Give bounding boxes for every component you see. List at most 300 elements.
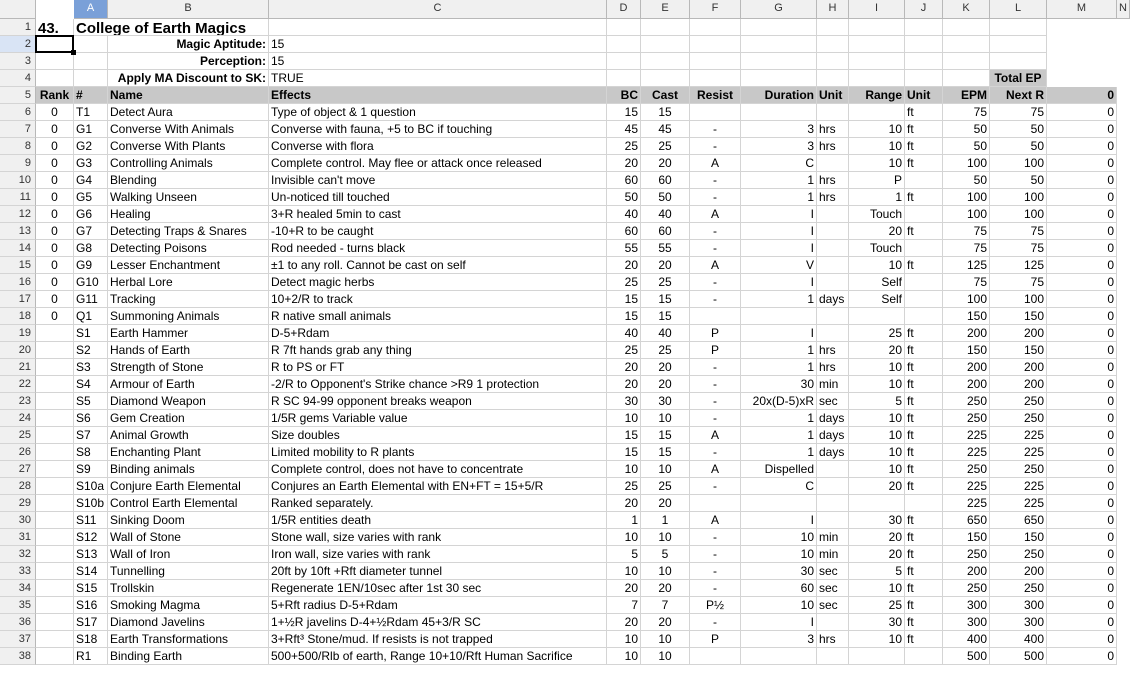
data-cell-cast[interactable]: 10 [641,461,690,478]
data-cell-duration[interactable]: Dispelled [741,461,817,478]
data-cell-total[interactable]: 0 [1047,138,1117,155]
data-cell-total[interactable]: 0 [1047,274,1117,291]
data-cell-range[interactable]: 10 [849,410,905,427]
row-header[interactable]: 7 [0,121,36,138]
data-cell-cast[interactable]: 20 [641,155,690,172]
data-cell-next[interactable]: 150 [990,529,1047,546]
data-cell-bc[interactable]: 15 [607,444,641,461]
data-cell-rank[interactable] [36,376,74,393]
data-cell-range[interactable]: 30 [849,512,905,529]
cell[interactable] [74,70,108,87]
data-cell-epm[interactable]: 50 [943,121,990,138]
param-value[interactable]: 15 [269,53,607,70]
data-cell-range[interactable]: 10 [849,155,905,172]
row-header[interactable]: 17 [0,291,36,308]
data-cell-unit[interactable]: days [817,410,849,427]
data-cell-range[interactable]: 10 [849,444,905,461]
data-cell-unit[interactable]: min [817,546,849,563]
data-cell-unit2[interactable]: ft [905,359,943,376]
data-cell-epm[interactable]: 200 [943,563,990,580]
data-cell-bc[interactable]: 10 [607,631,641,648]
cell[interactable] [641,36,690,53]
data-cell-effects[interactable]: 20ft by 10ft +Rft diameter tunnel [269,563,607,580]
data-cell-unit[interactable] [817,223,849,240]
data-cell-resist[interactable]: - [690,529,741,546]
cell[interactable] [641,19,690,36]
data-cell-num[interactable]: T1 [74,104,108,121]
row-header[interactable]: 38 [0,648,36,665]
data-cell-bc[interactable]: 20 [607,376,641,393]
data-cell-total[interactable]: 0 [1047,359,1117,376]
data-cell-name[interactable]: Lesser Enchantment [108,257,269,274]
data-cell-next[interactable]: 125 [990,257,1047,274]
cell[interactable] [905,36,943,53]
data-cell-bc[interactable]: 20 [607,580,641,597]
data-cell-effects[interactable]: R SC 94-99 opponent breaks weapon [269,393,607,410]
data-cell-epm[interactable]: 250 [943,410,990,427]
data-cell-name[interactable]: Control Earth Elemental [108,495,269,512]
data-cell-resist[interactable]: A [690,512,741,529]
row-header[interactable]: 9 [0,155,36,172]
data-cell-total[interactable]: 0 [1047,546,1117,563]
data-cell-total[interactable]: 0 [1047,614,1117,631]
column-label-duration[interactable]: Duration [741,87,817,104]
data-cell-unit2[interactable]: ft [905,427,943,444]
data-cell-range[interactable] [849,308,905,325]
data-cell-next[interactable]: 75 [990,104,1047,121]
data-cell-name[interactable]: Converse With Animals [108,121,269,138]
data-cell-epm[interactable]: 75 [943,223,990,240]
data-cell-name[interactable]: Gem Creation [108,410,269,427]
data-cell-total[interactable]: 0 [1047,512,1117,529]
column-label-bc[interactable]: BC [607,87,641,104]
data-cell-name[interactable]: Earth Transformations [108,631,269,648]
column-label-resist[interactable]: Resist [690,87,741,104]
data-cell-bc[interactable]: 55 [607,240,641,257]
data-cell-rank[interactable]: 0 [36,138,74,155]
row-header[interactable]: 6 [0,104,36,121]
data-cell-next[interactable]: 225 [990,444,1047,461]
data-cell-duration[interactable]: 20x(D-5)xR [741,393,817,410]
data-cell-range[interactable]: 10 [849,580,905,597]
data-cell-bc[interactable]: 15 [607,427,641,444]
data-cell-epm[interactable]: 250 [943,461,990,478]
data-cell-cast[interactable]: 15 [641,427,690,444]
data-cell-cast[interactable]: 20 [641,495,690,512]
data-cell-num[interactable]: S11 [74,512,108,529]
data-cell-duration[interactable]: I [741,206,817,223]
data-cell-unit[interactable] [817,461,849,478]
data-cell-num[interactable]: G1 [74,121,108,138]
data-cell-bc[interactable]: 60 [607,223,641,240]
data-cell-bc[interactable]: 5 [607,546,641,563]
data-cell-next[interactable]: 400 [990,631,1047,648]
row-header[interactable]: 15 [0,257,36,274]
row-header[interactable]: 21 [0,359,36,376]
data-cell-epm[interactable]: 200 [943,325,990,342]
cell[interactable] [108,19,269,36]
row-header[interactable]: 5 [0,87,36,104]
data-cell-next[interactable]: 50 [990,138,1047,155]
data-cell-total[interactable]: 0 [1047,631,1117,648]
data-cell-name[interactable]: Converse With Plants [108,138,269,155]
data-cell-resist[interactable]: - [690,410,741,427]
data-cell-effects[interactable]: R to PS or FT [269,359,607,376]
data-cell-name[interactable]: Binding animals [108,461,269,478]
data-cell-num[interactable]: G3 [74,155,108,172]
data-cell-unit2[interactable]: ft [905,342,943,359]
data-cell-effects[interactable]: Detect magic herbs [269,274,607,291]
param-value[interactable]: 15 [269,36,607,53]
data-cell-unit[interactable]: days [817,427,849,444]
data-cell-unit[interactable]: sec [817,393,849,410]
data-cell-num[interactable]: S18 [74,631,108,648]
data-cell-rank[interactable] [36,410,74,427]
data-cell-unit2[interactable] [905,206,943,223]
data-cell-next[interactable]: 650 [990,512,1047,529]
column-header-m[interactable]: M [1047,0,1117,19]
data-cell-unit[interactable] [817,495,849,512]
data-cell-resist[interactable] [690,104,741,121]
cell-selection-a2[interactable] [35,35,74,53]
data-cell-cast[interactable]: 10 [641,631,690,648]
param-value[interactable]: TRUE [269,70,607,87]
cell[interactable] [990,19,1047,36]
data-cell-range[interactable]: Touch [849,206,905,223]
data-cell-cast[interactable]: 25 [641,478,690,495]
data-cell-epm[interactable]: 100 [943,206,990,223]
data-cell-name[interactable]: Animal Growth [108,427,269,444]
data-cell-num[interactable]: S14 [74,563,108,580]
data-cell-rank[interactable]: 0 [36,206,74,223]
data-cell-unit[interactable] [817,104,849,121]
data-cell-name[interactable]: Wall of Iron [108,546,269,563]
data-cell-name[interactable]: Herbal Lore [108,274,269,291]
data-cell-unit[interactable]: hrs [817,138,849,155]
cell[interactable] [690,36,741,53]
data-cell-epm[interactable]: 225 [943,444,990,461]
data-cell-num[interactable]: G2 [74,138,108,155]
data-cell-duration[interactable]: 1 [741,189,817,206]
column-header-i[interactable]: I [849,0,905,19]
data-cell-effects[interactable]: Complete control. May flee or attack once released [269,155,607,172]
data-cell-next[interactable]: 200 [990,325,1047,342]
data-cell-unit[interactable] [817,155,849,172]
data-cell-duration[interactable] [741,495,817,512]
data-cell-next[interactable]: 100 [990,206,1047,223]
data-cell-epm[interactable]: 225 [943,478,990,495]
row-header[interactable]: 13 [0,223,36,240]
data-cell-duration[interactable]: V [741,257,817,274]
data-cell-range[interactable] [849,648,905,665]
data-cell-unit[interactable] [817,614,849,631]
cell[interactable] [849,53,905,70]
data-cell-name[interactable]: Wall of Stone [108,529,269,546]
data-cell-resist[interactable]: - [690,614,741,631]
row-header[interactable]: 35 [0,597,36,614]
data-cell-num[interactable]: S10b [74,495,108,512]
data-cell-effects[interactable]: R native small animals [269,308,607,325]
column-header-g[interactable]: G [741,0,817,19]
data-cell-unit2[interactable]: ft [905,410,943,427]
column-header-d[interactable]: D [607,0,641,19]
column-label-cast[interactable]: Cast [641,87,690,104]
cell[interactable] [905,53,943,70]
data-cell-bc[interactable]: 20 [607,495,641,512]
data-cell-unit[interactable] [817,478,849,495]
data-cell-cast[interactable]: 10 [641,648,690,665]
data-cell-bc[interactable]: 20 [607,155,641,172]
data-cell-total[interactable]: 0 [1047,257,1117,274]
data-cell-cast[interactable]: 7 [641,597,690,614]
data-cell-range[interactable]: 5 [849,393,905,410]
data-cell-duration[interactable] [741,104,817,121]
data-cell-cast[interactable]: 30 [641,393,690,410]
data-cell-unit2[interactable]: ft [905,325,943,342]
select-all-corner[interactable] [0,0,36,19]
cell[interactable] [943,36,990,53]
data-cell-next[interactable]: 250 [990,461,1047,478]
data-cell-name[interactable]: Detecting Traps & Snares [108,223,269,240]
data-cell-cast[interactable]: 55 [641,240,690,257]
row-header[interactable]: 14 [0,240,36,257]
data-cell-epm[interactable]: 650 [943,512,990,529]
row-header[interactable]: 10 [0,172,36,189]
data-cell-name[interactable]: Walking Unseen [108,189,269,206]
cell[interactable] [741,36,817,53]
data-cell-rank[interactable]: 0 [36,274,74,291]
data-cell-resist[interactable]: - [690,359,741,376]
data-cell-rank[interactable] [36,444,74,461]
data-cell-duration[interactable]: 1 [741,444,817,461]
fill-handle[interactable] [71,50,76,55]
data-cell-unit[interactable] [817,325,849,342]
data-cell-resist[interactable]: - [690,291,741,308]
data-cell-duration[interactable]: 1 [741,342,817,359]
data-cell-name[interactable]: Tunnelling [108,563,269,580]
data-cell-resist[interactable]: - [690,546,741,563]
data-cell-total[interactable]: 0 [1047,427,1117,444]
data-cell-resist[interactable]: P½ [690,597,741,614]
data-cell-name[interactable]: Diamond Weapon [108,393,269,410]
data-cell-unit[interactable]: hrs [817,121,849,138]
data-cell-duration[interactable]: 1 [741,410,817,427]
row-header[interactable]: 37 [0,631,36,648]
data-cell-name[interactable]: Summoning Animals [108,308,269,325]
data-cell-num[interactable]: S8 [74,444,108,461]
data-cell-rank[interactable]: 0 [36,257,74,274]
data-cell-unit[interactable] [817,257,849,274]
data-cell-resist[interactable]: P [690,325,741,342]
row-header[interactable]: 31 [0,529,36,546]
data-cell-effects[interactable]: R 7ft hands grab any thing [269,342,607,359]
data-cell-num[interactable]: S12 [74,529,108,546]
column-header-l[interactable]: L [990,0,1047,19]
data-cell-rank[interactable] [36,512,74,529]
data-cell-effects[interactable]: Ranked separately. [269,495,607,512]
data-cell-resist[interactable]: - [690,223,741,240]
data-cell-total[interactable]: 0 [1047,155,1117,172]
data-cell-num[interactable]: S13 [74,546,108,563]
data-cell-unit2[interactable]: ft [905,461,943,478]
data-cell-resist[interactable]: - [690,189,741,206]
data-cell-total[interactable]: 0 [1047,206,1117,223]
column-label-epm[interactable]: EPM [943,87,990,104]
data-cell-bc[interactable]: 10 [607,648,641,665]
row-header[interactable]: 2 [0,36,36,53]
data-cell-duration[interactable]: I [741,325,817,342]
data-cell-effects[interactable]: Invisible can't move [269,172,607,189]
data-cell-range[interactable]: 10 [849,427,905,444]
data-cell-epm[interactable]: 400 [943,631,990,648]
data-cell-next[interactable]: 225 [990,427,1047,444]
data-cell-next[interactable]: 200 [990,563,1047,580]
data-cell-bc[interactable]: 25 [607,478,641,495]
data-cell-rank[interactable]: 0 [36,189,74,206]
data-cell-total[interactable]: 0 [1047,240,1117,257]
cell[interactable] [741,70,817,87]
param-label[interactable]: Magic Aptitude: [108,36,269,53]
data-cell-epm[interactable]: 50 [943,172,990,189]
data-cell-total[interactable]: 0 [1047,325,1117,342]
cell[interactable] [943,19,990,36]
row-header[interactable]: 23 [0,393,36,410]
data-cell-num[interactable]: S5 [74,393,108,410]
data-cell-rank[interactable]: 0 [36,240,74,257]
data-cell-total[interactable]: 0 [1047,189,1117,206]
data-cell-num[interactable]: G11 [74,291,108,308]
data-cell-name[interactable]: Binding Earth [108,648,269,665]
data-cell-num[interactable]: G10 [74,274,108,291]
data-cell-bc[interactable]: 30 [607,393,641,410]
data-cell-next[interactable]: 150 [990,342,1047,359]
column-label-rank[interactable]: Rank [36,87,74,104]
data-cell-unit2[interactable] [905,240,943,257]
sheet-title[interactable]: College of Earth Magics [74,19,269,36]
column-label-name[interactable]: Name [108,87,269,104]
data-cell-name[interactable]: Blending [108,172,269,189]
data-cell-bc[interactable]: 25 [607,274,641,291]
data-cell-total[interactable]: 0 [1047,461,1117,478]
data-cell-rank[interactable] [36,495,74,512]
data-cell-next[interactable]: 300 [990,614,1047,631]
data-cell-cast[interactable]: 5 [641,546,690,563]
data-cell-range[interactable]: 5 [849,563,905,580]
data-cell-range[interactable]: 10 [849,631,905,648]
data-cell-range[interactable]: 1 [849,189,905,206]
data-cell-unit2[interactable]: ft [905,223,943,240]
data-cell-next[interactable]: 50 [990,172,1047,189]
data-cell-bc[interactable]: 15 [607,104,641,121]
data-cell-cast[interactable]: 15 [641,444,690,461]
data-cell-range[interactable]: 10 [849,257,905,274]
cell[interactable] [690,70,741,87]
data-cell-effects[interactable]: Limited mobility to R plants [269,444,607,461]
column-header-f[interactable]: F [690,0,741,19]
data-cell-duration[interactable]: 60 [741,580,817,597]
data-cell-duration[interactable]: 10 [741,546,817,563]
data-cell-range[interactable]: 20 [849,342,905,359]
data-cell-unit[interactable] [817,512,849,529]
row-header[interactable]: 36 [0,614,36,631]
data-cell-num[interactable]: S17 [74,614,108,631]
data-cell-num[interactable]: S7 [74,427,108,444]
data-cell-rank[interactable] [36,342,74,359]
data-cell-unit[interactable]: hrs [817,342,849,359]
data-cell-next[interactable]: 250 [990,546,1047,563]
data-cell-name[interactable]: Controlling Animals [108,155,269,172]
data-cell-range[interactable]: Self [849,291,905,308]
data-cell-name[interactable]: Tracking [108,291,269,308]
column-label-next[interactable]: Next R [990,87,1047,104]
row-header[interactable]: 34 [0,580,36,597]
data-cell-next[interactable]: 150 [990,308,1047,325]
data-cell-next[interactable]: 75 [990,274,1047,291]
data-cell-cast[interactable]: 1 [641,512,690,529]
row-header[interactable]: 3 [0,53,36,70]
data-cell-num[interactable]: S2 [74,342,108,359]
data-cell-total[interactable]: 0 [1047,223,1117,240]
data-cell-duration[interactable]: I [741,614,817,631]
data-cell-bc[interactable]: 7 [607,597,641,614]
data-cell-rank[interactable] [36,597,74,614]
data-cell-rank[interactable]: 0 [36,308,74,325]
data-cell-effects[interactable]: Conjures an Earth Elemental with EN+FT = 15+5/R [269,478,607,495]
data-cell-range[interactable] [849,104,905,121]
data-cell-next[interactable]: 100 [990,155,1047,172]
data-cell-unit2[interactable] [905,291,943,308]
data-cell-total[interactable]: 0 [1047,563,1117,580]
data-cell-epm[interactable]: 100 [943,155,990,172]
data-cell-effects[interactable]: Converse with flora [269,138,607,155]
column-label-unit2[interactable]: Unit [905,87,943,104]
data-cell-resist[interactable]: A [690,461,741,478]
data-cell-rank[interactable] [36,546,74,563]
cell[interactable] [849,19,905,36]
data-cell-num[interactable]: G5 [74,189,108,206]
data-cell-cast[interactable]: 15 [641,291,690,308]
data-cell-bc[interactable]: 50 [607,189,641,206]
data-cell-total[interactable]: 0 [1047,478,1117,495]
row-header[interactable]: 24 [0,410,36,427]
data-cell-epm[interactable]: 100 [943,291,990,308]
row-header[interactable]: 11 [0,189,36,206]
data-cell-resist[interactable]: - [690,138,741,155]
data-cell-rank[interactable] [36,427,74,444]
data-cell-resist[interactable]: - [690,580,741,597]
data-cell-name[interactable]: Smoking Magma [108,597,269,614]
data-cell-bc[interactable]: 10 [607,529,641,546]
data-cell-num[interactable]: S1 [74,325,108,342]
data-cell-num[interactable]: G6 [74,206,108,223]
data-cell-num[interactable]: Q1 [74,308,108,325]
data-cell-duration[interactable]: 3 [741,121,817,138]
data-cell-duration[interactable]: 30 [741,376,817,393]
data-cell-range[interactable]: 10 [849,359,905,376]
cell[interactable] [607,36,641,53]
row-header[interactable]: 12 [0,206,36,223]
data-cell-epm[interactable]: 150 [943,529,990,546]
data-cell-name[interactable]: Conjure Earth Elemental [108,478,269,495]
data-cell-epm[interactable]: 225 [943,427,990,444]
data-cell-num[interactable]: S10a [74,478,108,495]
data-cell-bc[interactable]: 20 [607,359,641,376]
data-cell-next[interactable]: 500 [990,648,1047,665]
data-cell-range[interactable]: Self [849,274,905,291]
data-cell-rank[interactable]: 0 [36,172,74,189]
data-cell-effects[interactable]: 500+500/Rlb of earth, Range 10+10/Rft Human Sacrifice [269,648,607,665]
data-cell-resist[interactable]: - [690,563,741,580]
